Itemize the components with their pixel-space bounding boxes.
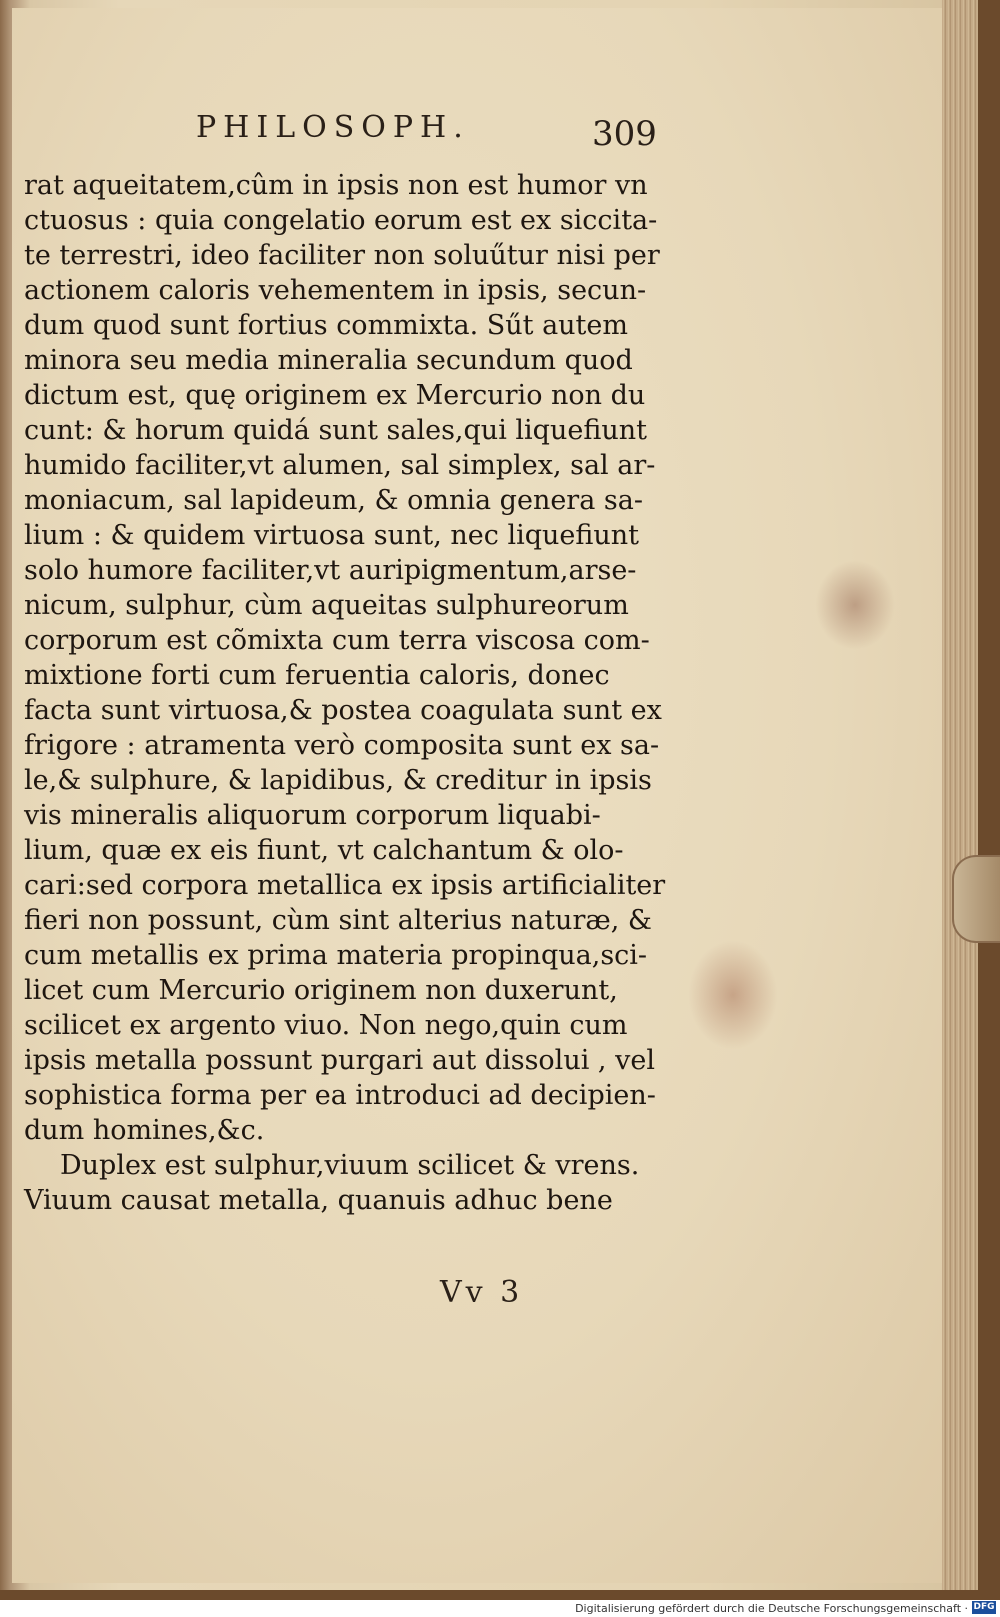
page-number: 309 [592,114,657,154]
text-line: fieri non possunt, cùm sint alterius naturæ, & [24,905,652,936]
text-line: te terrestri, ideo faciliter non soluűtur nisi per [24,240,660,271]
text-line: cunt: & horum quidá sunt sales,qui liquefiunt [24,415,647,446]
paragraph-first-line: Duplex est sulphur,viuum scilicet & vrens. [60,1150,640,1181]
running-header: PHILOSOPH. [196,110,470,145]
text-line: vis mineralis aliquorum corporum liquabi- [24,800,601,831]
text-line: corporum est cõmixta cum terra viscosa com- [24,625,650,656]
text-line: dum quod sunt fortius commixta. Sűt autem [24,310,628,341]
text-line: scilicet ex argento viuo. Non nego,quin cum [24,1010,628,1041]
text-line: ipsis metalla possunt purgari aut dissolui , vel [24,1045,655,1076]
page-edges [942,0,978,1590]
text-line: facta sunt virtuosa,& postea coagulata sunt ex [24,695,662,726]
text-line: licet cum Mercurio originem non duxerunt, [24,975,618,1006]
text-line: cari:sed corpora metallica ex ipsis artificialiter [24,870,666,901]
text-line: frigore : atramenta verò composita sunt ex sa- [24,730,660,761]
text-line: rat aqueitatem,cûm in ipsis non est humor vn [24,170,648,201]
text-line: mixtione forti cum feruentia caloris, donec [24,660,610,691]
text-line: minora seu media mineralia secundum quod [24,345,633,376]
text-line: sophistica forma per ea introduci ad decipien- [24,1080,656,1111]
text-line: cum metallis ex prima materia propinqua,sci- [24,940,648,971]
ink-smudge [815,560,895,650]
text-line: Viuum causat metalla, quanuis adhuc bene [24,1185,613,1216]
text-line: lium : & quidem virtuosa sunt, nec liquefiunt [24,520,640,551]
index-tab [952,855,1000,943]
text-line: humido faciliter,vt alumen, sal simplex, sal ar- [24,450,656,481]
text-line: dictum est, quę originem ex Mercurio non du [24,380,646,411]
text-line: dum homines,&c. [24,1115,265,1146]
text-line: actionem caloris vehementem in ipsis, secun- [24,275,647,306]
signature-mark: Vv 3 [440,1275,524,1310]
text-line: ctuosus : quia congelatio eorum est ex siccita- [24,205,658,236]
body-text [24,168,684,1218]
text-line: nicum, sulphur, cùm aqueitas sulphureorum [24,590,629,621]
text-line: lium, quæ ex eis fiunt, vt calchantum & olo- [24,835,624,866]
text-line: solo humore faciliter,vt auripigmentum,arse- [24,555,637,586]
text-line: moniacum, sal lapideum, & omnia genera sa- [24,485,643,516]
ink-smudge [688,940,778,1050]
dfg-logo-icon: DFG [973,1602,995,1612]
funding-credit: Digitalisierung gefördert durch die Deutsche Forschungsgemeinschaft · [575,1602,968,1615]
text-line: le,& sulphure, & lapidibus, & creditur in ipsis [24,765,652,796]
